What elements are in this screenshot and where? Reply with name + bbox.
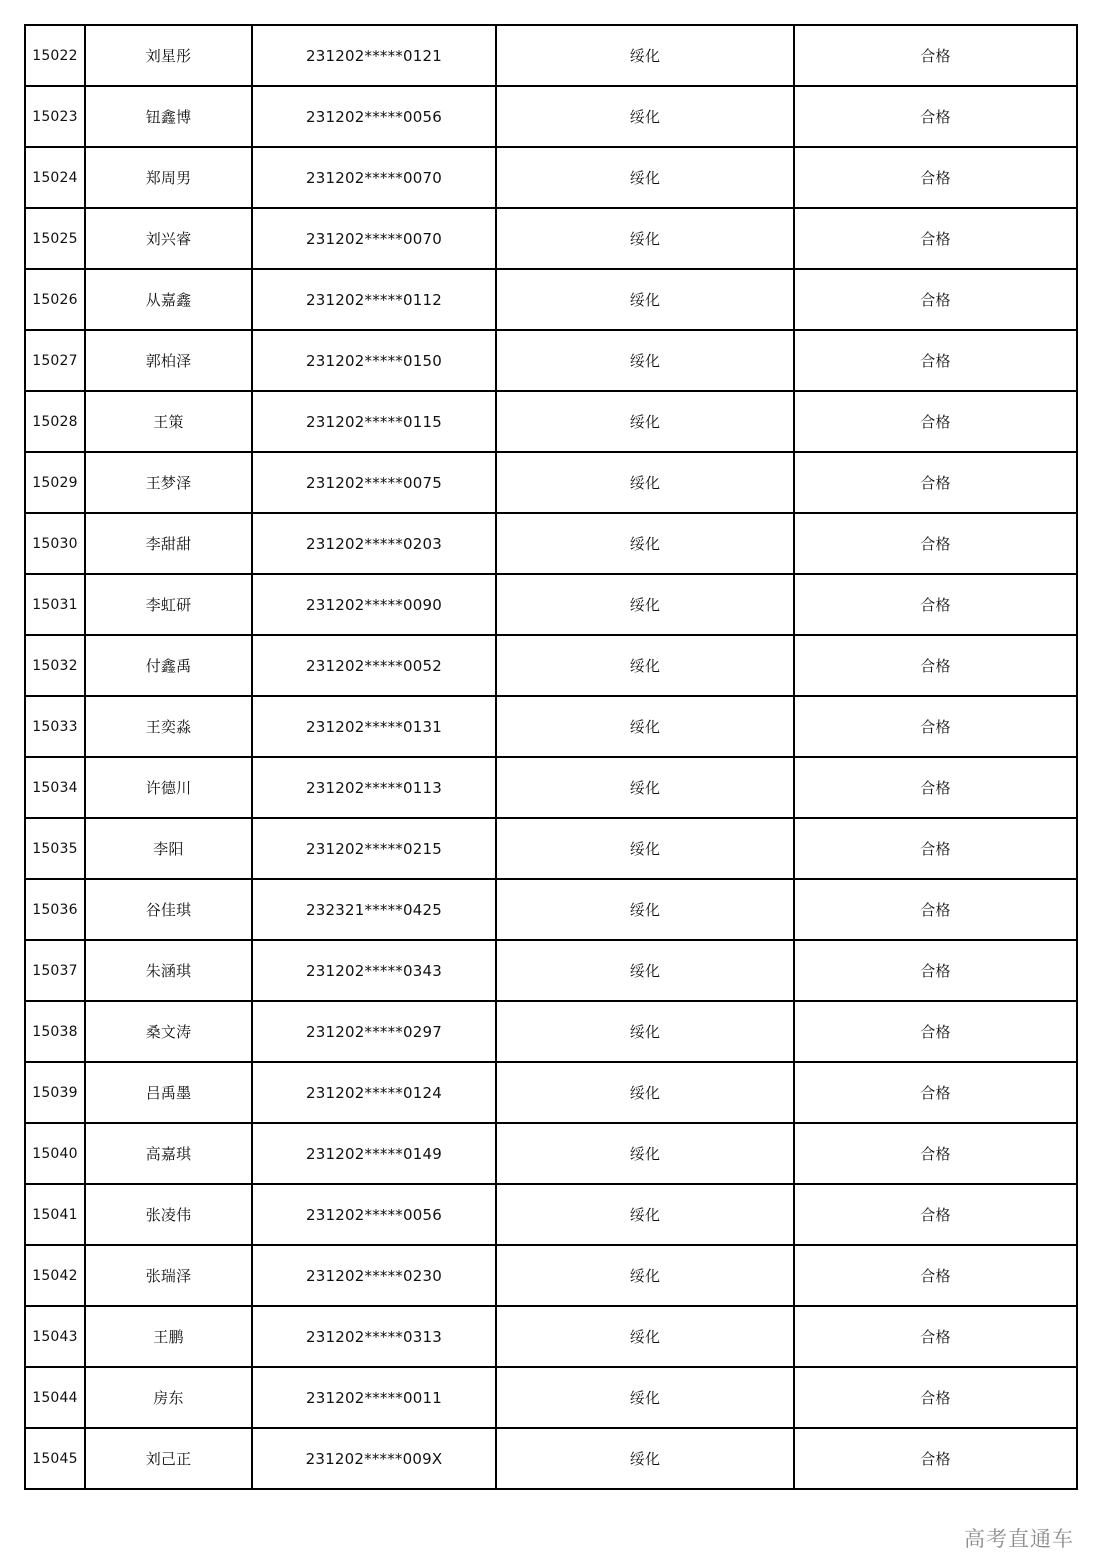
candidate-name-cell: 刘兴睿 bbox=[85, 208, 252, 269]
row-number-cell: 15031 bbox=[25, 574, 85, 635]
location-cell: 绥化 bbox=[496, 86, 794, 147]
id-number-cell: 231202*****0056 bbox=[252, 86, 496, 147]
id-number-cell: 231202*****0115 bbox=[252, 391, 496, 452]
table-row bbox=[25, 269, 1077, 330]
id-number-cell: 231202*****0070 bbox=[252, 147, 496, 208]
candidate-name-cell: 付鑫禹 bbox=[85, 635, 252, 696]
result-cell: 合格 bbox=[794, 635, 1077, 696]
id-number-cell: 231202*****0297 bbox=[252, 1001, 496, 1062]
candidate-name-cell: 钮鑫博 bbox=[85, 86, 252, 147]
candidate-name-cell: 刘己正 bbox=[85, 1428, 252, 1489]
candidate-name-cell: 张凌伟 bbox=[85, 1184, 252, 1245]
watermark-text: 高考直通车 bbox=[964, 1527, 1074, 1551]
location-cell: 绥化 bbox=[496, 1367, 794, 1428]
candidate-name-cell: 高嘉琪 bbox=[85, 1123, 252, 1184]
table-row bbox=[25, 879, 1077, 940]
table-row bbox=[25, 391, 1077, 452]
id-number-cell: 231202*****0343 bbox=[252, 940, 496, 1001]
table-row bbox=[25, 1367, 1077, 1428]
result-cell: 合格 bbox=[794, 391, 1077, 452]
row-number-cell: 15045 bbox=[25, 1428, 85, 1489]
id-number-cell: 231202*****0112 bbox=[252, 269, 496, 330]
result-cell: 合格 bbox=[794, 1123, 1077, 1184]
result-cell: 合格 bbox=[794, 25, 1077, 86]
row-number-cell: 15041 bbox=[25, 1184, 85, 1245]
candidate-name-cell: 朱涵琪 bbox=[85, 940, 252, 1001]
id-number-cell: 231202*****0124 bbox=[252, 1062, 496, 1123]
candidate-name-cell: 王鹏 bbox=[85, 1306, 252, 1367]
location-cell: 绥化 bbox=[496, 1123, 794, 1184]
row-number-cell: 15035 bbox=[25, 818, 85, 879]
location-cell: 绥化 bbox=[496, 818, 794, 879]
row-number-cell: 15028 bbox=[25, 391, 85, 452]
row-number-cell: 15039 bbox=[25, 1062, 85, 1123]
result-cell: 合格 bbox=[794, 757, 1077, 818]
row-number-cell: 15040 bbox=[25, 1123, 85, 1184]
id-number-cell: 231202*****0215 bbox=[252, 818, 496, 879]
table-row bbox=[25, 25, 1077, 86]
location-cell: 绥化 bbox=[496, 940, 794, 1001]
table-row bbox=[25, 147, 1077, 208]
result-cell: 合格 bbox=[794, 86, 1077, 147]
table-row bbox=[25, 1306, 1077, 1367]
candidate-name-cell: 李甜甜 bbox=[85, 513, 252, 574]
result-cell: 合格 bbox=[794, 452, 1077, 513]
result-cell: 合格 bbox=[794, 513, 1077, 574]
row-number-cell: 15042 bbox=[25, 1245, 85, 1306]
table-row bbox=[25, 574, 1077, 635]
row-number-cell: 15029 bbox=[25, 452, 85, 513]
location-cell: 绥化 bbox=[496, 696, 794, 757]
location-cell: 绥化 bbox=[496, 879, 794, 940]
id-number-cell: 231202*****0052 bbox=[252, 635, 496, 696]
candidate-name-cell: 从嘉鑫 bbox=[85, 269, 252, 330]
location-cell: 绥化 bbox=[496, 391, 794, 452]
id-number-cell: 231202*****0075 bbox=[252, 452, 496, 513]
location-cell: 绥化 bbox=[496, 574, 794, 635]
result-cell: 合格 bbox=[794, 1245, 1077, 1306]
candidate-name-cell: 郭柏泽 bbox=[85, 330, 252, 391]
table-row bbox=[25, 757, 1077, 818]
result-cell: 合格 bbox=[794, 147, 1077, 208]
location-cell: 绥化 bbox=[496, 25, 794, 86]
id-number-cell: 232321*****0425 bbox=[252, 879, 496, 940]
table-row bbox=[25, 1001, 1077, 1062]
table-row bbox=[25, 86, 1077, 147]
table-row bbox=[25, 818, 1077, 879]
result-cell: 合格 bbox=[794, 1306, 1077, 1367]
id-number-cell: 231202*****0149 bbox=[252, 1123, 496, 1184]
row-number-cell: 15030 bbox=[25, 513, 85, 574]
location-cell: 绥化 bbox=[496, 330, 794, 391]
id-number-cell: 231202*****0056 bbox=[252, 1184, 496, 1245]
id-number-cell: 231202*****0313 bbox=[252, 1306, 496, 1367]
roster-table bbox=[24, 24, 1078, 1490]
table-row bbox=[25, 1184, 1077, 1245]
row-number-cell: 15033 bbox=[25, 696, 85, 757]
table-row bbox=[25, 635, 1077, 696]
result-cell: 合格 bbox=[794, 1062, 1077, 1123]
id-number-cell: 231202*****009X bbox=[252, 1428, 496, 1489]
result-cell: 合格 bbox=[794, 696, 1077, 757]
result-cell: 合格 bbox=[794, 940, 1077, 1001]
row-number-cell: 15036 bbox=[25, 879, 85, 940]
location-cell: 绥化 bbox=[496, 1306, 794, 1367]
location-cell: 绥化 bbox=[496, 757, 794, 818]
result-cell: 合格 bbox=[794, 818, 1077, 879]
result-cell: 合格 bbox=[794, 1184, 1077, 1245]
id-number-cell: 231202*****0131 bbox=[252, 696, 496, 757]
row-number-cell: 15034 bbox=[25, 757, 85, 818]
location-cell: 绥化 bbox=[496, 269, 794, 330]
row-number-cell: 15022 bbox=[25, 25, 85, 86]
candidate-name-cell: 张瑞泽 bbox=[85, 1245, 252, 1306]
location-cell: 绥化 bbox=[496, 1245, 794, 1306]
table-row bbox=[25, 1428, 1077, 1489]
table-row bbox=[25, 1123, 1077, 1184]
table-row bbox=[25, 940, 1077, 1001]
location-cell: 绥化 bbox=[496, 1184, 794, 1245]
result-cell: 合格 bbox=[794, 269, 1077, 330]
result-cell: 合格 bbox=[794, 1001, 1077, 1062]
table-row bbox=[25, 1062, 1077, 1123]
location-cell: 绥化 bbox=[496, 208, 794, 269]
table-row bbox=[25, 1245, 1077, 1306]
candidate-name-cell: 桑文涛 bbox=[85, 1001, 252, 1062]
result-cell: 合格 bbox=[794, 208, 1077, 269]
id-number-cell: 231202*****0113 bbox=[252, 757, 496, 818]
row-number-cell: 15038 bbox=[25, 1001, 85, 1062]
row-number-cell: 15044 bbox=[25, 1367, 85, 1428]
location-cell: 绥化 bbox=[496, 1001, 794, 1062]
candidate-name-cell: 郑周男 bbox=[85, 147, 252, 208]
roster-table-body bbox=[25, 25, 1077, 1489]
candidate-name-cell: 王策 bbox=[85, 391, 252, 452]
row-number-cell: 15032 bbox=[25, 635, 85, 696]
location-cell: 绥化 bbox=[496, 147, 794, 208]
location-cell: 绥化 bbox=[496, 452, 794, 513]
row-number-cell: 15043 bbox=[25, 1306, 85, 1367]
table-row bbox=[25, 696, 1077, 757]
table-row bbox=[25, 208, 1077, 269]
result-cell: 合格 bbox=[794, 330, 1077, 391]
result-cell: 合格 bbox=[794, 879, 1077, 940]
row-number-cell: 15023 bbox=[25, 86, 85, 147]
id-number-cell: 231202*****0090 bbox=[252, 574, 496, 635]
candidate-name-cell: 吕禹墨 bbox=[85, 1062, 252, 1123]
candidate-name-cell: 李阳 bbox=[85, 818, 252, 879]
result-cell: 合格 bbox=[794, 574, 1077, 635]
id-number-cell: 231202*****0121 bbox=[252, 25, 496, 86]
candidate-name-cell: 谷佳琪 bbox=[85, 879, 252, 940]
table-row bbox=[25, 513, 1077, 574]
candidate-name-cell: 刘星彤 bbox=[85, 25, 252, 86]
candidate-name-cell: 王奕淼 bbox=[85, 696, 252, 757]
row-number-cell: 15026 bbox=[25, 269, 85, 330]
id-number-cell: 231202*****0150 bbox=[252, 330, 496, 391]
candidate-name-cell: 房东 bbox=[85, 1367, 252, 1428]
candidate-name-cell: 王梦泽 bbox=[85, 452, 252, 513]
table-row bbox=[25, 330, 1077, 391]
row-number-cell: 15037 bbox=[25, 940, 85, 1001]
table-row bbox=[25, 452, 1077, 513]
row-number-cell: 15025 bbox=[25, 208, 85, 269]
location-cell: 绥化 bbox=[496, 513, 794, 574]
roster-sheet bbox=[24, 24, 1076, 1490]
location-cell: 绥化 bbox=[496, 1062, 794, 1123]
result-cell: 合格 bbox=[794, 1428, 1077, 1489]
candidate-name-cell: 许德川 bbox=[85, 757, 252, 818]
id-number-cell: 231202*****0070 bbox=[252, 208, 496, 269]
location-cell: 绥化 bbox=[496, 635, 794, 696]
location-cell: 绥化 bbox=[496, 1428, 794, 1489]
id-number-cell: 231202*****0011 bbox=[252, 1367, 496, 1428]
row-number-cell: 15027 bbox=[25, 330, 85, 391]
result-cell: 合格 bbox=[794, 1367, 1077, 1428]
row-number-cell: 15024 bbox=[25, 147, 85, 208]
id-number-cell: 231202*****0203 bbox=[252, 513, 496, 574]
id-number-cell: 231202*****0230 bbox=[252, 1245, 496, 1306]
candidate-name-cell: 李虹研 bbox=[85, 574, 252, 635]
